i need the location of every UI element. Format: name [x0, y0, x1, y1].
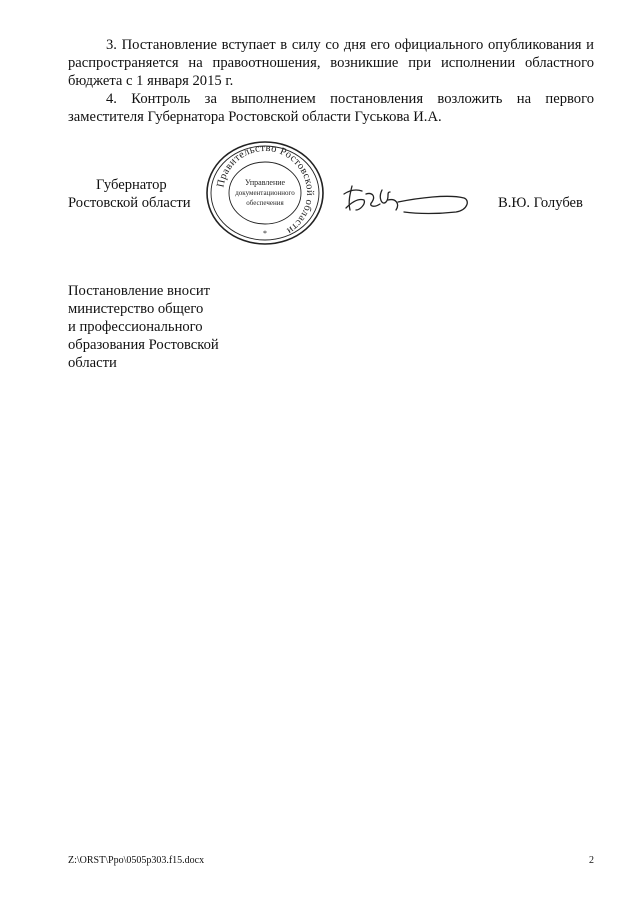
governor-title-line1: Губернатор [96, 177, 167, 193]
seal-inner-line3: обеспечения [246, 199, 284, 207]
introduced-by-note [68, 282, 268, 372]
paragraph-4 [68, 90, 594, 126]
paragraph-3-text: 3. Постановление вступает в силу со дня его официального опубликования и распространяется на правоотношения, возникшие при исполнении областного бюджета с 1 января 2015 г. [68, 37, 594, 89]
introduced-note-line: Постановление вносит [68, 283, 211, 299]
introduced-note-line: области [68, 355, 117, 371]
signature-block [0, 140, 640, 250]
introduced-note-line: министерство общего [68, 301, 204, 317]
handwritten-signature-icon [338, 180, 474, 220]
paragraph-3 [68, 36, 594, 90]
governor-title-line2: Ростовской области [68, 195, 191, 211]
official-seal-icon [204, 140, 326, 246]
seal-inner-line1: Управление [244, 178, 286, 187]
governor-name: В.Ю. Голубев [498, 195, 583, 211]
introduced-note-line: и профессионального [68, 319, 203, 335]
seal-inner-line2: документационного [235, 189, 295, 197]
seal-star: * [263, 229, 267, 238]
footer-page-number: 2 [589, 855, 594, 866]
introduced-note-line: образования Ростовской [68, 337, 219, 353]
footer-file-path: Z:\ORST\Ppo\0505p303.f15.docx [68, 855, 205, 866]
paragraph-4-text: 4. Контроль за выполнением постановления возложить на первого заместителя Губернатора Ростовской области Гуськова И.А. [68, 91, 594, 125]
seal-outer-text: Правительство Ростовской области [215, 142, 316, 237]
